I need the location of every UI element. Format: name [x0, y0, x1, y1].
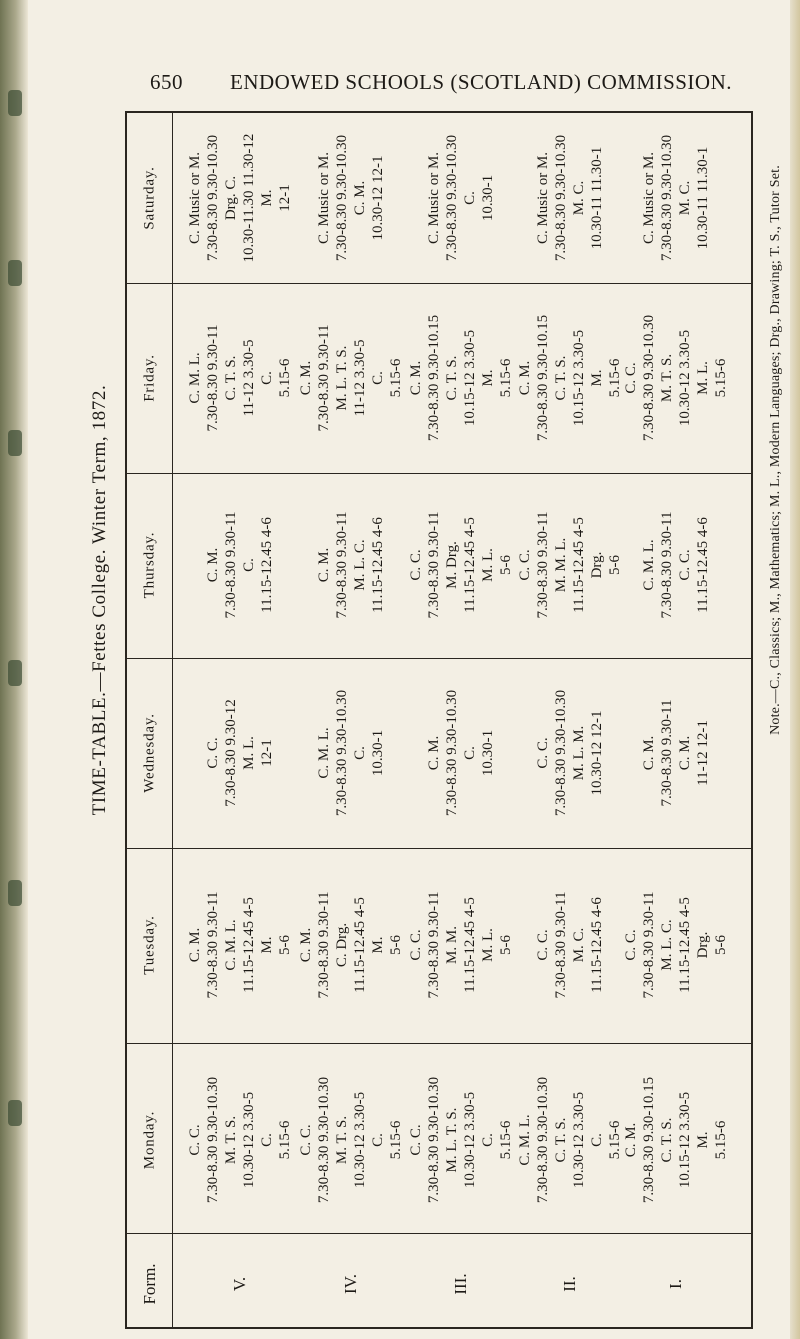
form-header-strip	[127, 1233, 751, 1327]
binding-stain	[8, 90, 22, 116]
binding-stain	[8, 430, 22, 456]
cell-text: C. C. 7.30-8.30 9.30-10.30 M. T. S. 10.30-12 3.30-5 M. L. 5.15-6	[623, 314, 729, 442]
cell-text: C. Music or M. 7.30-8.30 9.30-10.30 C. M. 10.30-12 12-1	[316, 134, 386, 262]
cell-text: C. C. 7.30-8.30 9.30-10.30 M. L. M. 10.30-12 12-1	[535, 689, 605, 817]
cell-text: C. Music or M. 7.30-8.30 9.30-10.30 C. 10.30-1	[426, 134, 496, 262]
cell-text: C. C. 7.30-8.30 9.30-12 M. L. 12-1	[205, 699, 275, 807]
binding-stain	[8, 660, 22, 686]
cell-text: C. M. 7.30-8.30 9.30-11 M. L. C. 11.15-12.45 4-6	[316, 511, 386, 619]
day-divider	[127, 473, 751, 474]
cell-text: C. M. L. 7.30-8.30 9.30-11 C. T. S. 11-12 3.30-5 C. 5.15-6	[187, 324, 293, 432]
day-divider	[127, 1043, 751, 1044]
cell-text: C. C. 7.30-8.30 9.30-11 M. Drg. 11.15-12.45 4-5 M. L. 5-6	[408, 511, 514, 619]
cell-text: C. M. 7.30-8.30 9.30-11 M. L. T. S. 11-12 3.30-5 C. 5.15-6	[298, 324, 404, 432]
cell-text: C. M. L. 7.30-8.30 9.30-10.30 C. T. S. 10.30-12 3.30-5 C. 5.15-6	[517, 1076, 623, 1204]
cell-text: C. M. 7.30-8.30 9.30-11 C. Drg. 11.15-12.45 4-5 M. 5-6	[298, 891, 404, 999]
timetable-title: TIME-TABLE.—Fettes College. Winter Term, 1872.	[89, 384, 110, 816]
cell-text: C. Music or M. 7.30-8.30 9.30-10.30 M. C. 10.30-11 11.30-1	[641, 134, 711, 262]
day-divider	[127, 283, 751, 284]
binding-stain	[8, 880, 22, 906]
cell-text: C. M. 7.30-8.30 9.30-11 C. M. L. 11.15-12.45 4-5 M. 5-6	[187, 891, 293, 999]
page-number: 650	[150, 70, 183, 94]
cell-text: C. C. 7.30-8.30 9.30-11 M. L. C. 11.15-12.45 4-5 Drg. 5-6	[623, 891, 729, 999]
cell-text: C. M. L. 7.30-8.30 9.30-11 C. C. 11.15-12.45 4-6	[641, 511, 711, 619]
note-text: Note.—C., Classics; M., Mathematics; M. L., Modern Languages; Drg., Drawing; T. S., Tutor Set.	[768, 165, 783, 735]
running-title: ENDOWED SCHOOLS (SCOTLAND) COMMISSION.	[230, 70, 733, 94]
cell-text: C. M. L. 7.30-8.30 9.30-10.30 C. 10.30-1	[316, 689, 386, 817]
cell-text: C. C. 7.30-8.30 9.30-11 M. M. L. 11.15-12.45 4-5 Drg. 5-6	[517, 511, 623, 619]
cell-text: C. C. 7.30-8.30 9.30-10.30 M. L. T. S. 10.30-12 3.30-5 C. 5.15-6	[408, 1076, 514, 1204]
timetable: Saturday. Friday. Thursday. Wednesday. Tuesday. Monday. Form. V. C. Music or M. 7.30-8.30 9.30-10.30 Drg. C. 10.30-11.30 11.30-12 M. 12-1 C. M. L. 7.30-8.30 9.30-11 C. T. S. 11-12 3.30-5 C. 5.15-6 C. M. 7.30-8.30 9.30-11 C. 11.15-12.45 4-6 C. C. 7.30-8.30 9.30-12 M. L. 12-1 C. M. 7.30-8.30 9.30-11 C. M. L. 11.15-12.45 4-5 M. 5-6 C. C. 7.30-8.30 9.30-10.30 M. T. S. 10.30-12 3.30-5 C. 5.15-6 IV. C. Music or M. 7.30-8.30 9.30-10.30 C. M. 10.30-12 12-1 C. M. 7.30-8.30 9.30-11 M. L. T. S. 11-12 3.30-5 C. 5.15-6 C. M. 7.30-8.30 9.30-11 M. L. C. 11.15-12.45 4-6 C. M. L. 7.30-8.30 9.30-10.30 C. 10.30-1 C. M. 7.30-8.30 9.30-11 C. Drg. 11.15-12.45 4-5 M. 5-6 C. C. 7.30-8.30 9.30-10.30 M. T. S. 10.30-12 3.30-5 C. 5.15-6 III. C. Music or M. 7.30-8.30 9.30-10.30 C. 10.30-1 C. M. 7.30-8.30 9.30-10.15 C. T. S. 10.15-12 3.30-5 M. 5.15-6 C. C. 7.30-8.30 9.30-11 M. Drg. 11.15-12.45 4-5 M. L. 5-6 C. M. 7.30-8.30 9.30-10.30 C. 10.30-1 C. C. 7.30-8.30 9.30-11 M. M. 11.15-12.45 4-5 M. L. 5-6 C. C. 7.30-8.30 9.30-10.30 M. L. T. S. 10.30-12 3.30-5 C. 5.15-6 II. C. Music or M. 7.30-8.30 9.30-10.30 M. C. 10.30-11 11.30-1 C. M. 7.30-8.30 9.30-10.15 C. T. S. 10.15-12 3.30-5 M. 5.15-6 C. C. 7.30-8.30 9.30-11 M. M. L. 11.15-12.45 4-5 Drg. 5-6 C. C. 7.30-8.30 9.30-10.30 M. L. M. 10.30-12 12-1 C. C. 7.30-8.30 9.30-11 M. C. 11.15-12.45 4-6 C. M. L. 7.30-8.30 9.30-10.30 C. T. S. 10.30-12 3.30-5 C. 5.15-6 I. C. Music or M. 7.30-8.30 9.30-10.30 M. C. 10.30-11 11.30-1 C. C. 7.30-8.30 9.30-10.30 M. T. S. 10.30-12 3.30-5 M. L. 5.15-6 C. M. L. 7.30-8.30 9.30-11 C. C. 11.15-12.45 4-6 C. M. 7.30-8.30 9.30-11 C. M. 11-12 12-1 C. C. 7.30-8.30 9.30-11 M. L. C. 11.15-12.45 4-5 Drg. 5-6 C. M. 7.30-8.30 9.30-10.15 C. T. S. 10.15-12 3.30-5 M. 5.15-6	[125, 111, 753, 1329]
cell-text: C. M. 7.30-8.30 9.30-10.30 C. 10.30-1	[426, 689, 496, 817]
cell-text: C. Music or M. 7.30-8.30 9.30-10.30 M. C. 10.30-11 11.30-1	[535, 134, 605, 262]
cell-text: C. C. 7.30-8.30 9.30-11 M. C. 11.15-12.45 4-6	[535, 891, 605, 999]
cell-text: C. Music or M. 7.30-8.30 9.30-10.30 Drg. C. 10.30-11.30 11.30-12 M. 12-1	[187, 133, 293, 263]
cell-text: C. M. 7.30-8.30 9.30-10.15 C. T. S. 10.15-12 3.30-5 M. 5.15-6	[408, 314, 514, 442]
binding-stain	[8, 1100, 22, 1126]
cell-text: C. C. 7.30-8.30 9.30-10.30 M. T. S. 10.30-12 3.30-5 C. 5.15-6	[298, 1076, 404, 1204]
page-edge	[790, 0, 800, 1339]
cell-text: C. C. 7.30-8.30 9.30-11 M. M. 11.15-12.45 4-5 M. L. 5-6	[408, 891, 514, 999]
cell-text: C. C. 7.30-8.30 9.30-10.30 M. T. S. 10.30-12 3.30-5 C. 5.15-6	[187, 1076, 293, 1204]
binding-stain	[8, 260, 22, 286]
cell-text: C. M. 7.30-8.30 9.30-11 C. 11.15-12.45 4-6	[205, 511, 275, 619]
page-header	[150, 70, 750, 100]
day-divider	[127, 848, 751, 849]
binding-edge	[0, 0, 28, 1339]
cell-text: C. M. 7.30-8.30 9.30-10.15 C. T. S. 10.15-12 3.30-5 M. 5.15-6	[623, 1076, 729, 1204]
cell-text: C. M. 7.30-8.30 9.30-11 C. M. 11-12 12-1	[641, 699, 711, 807]
day-divider	[127, 658, 751, 659]
cell-text: C. M. 7.30-8.30 9.30-10.15 C. T. S. 10.15-12 3.30-5 M. 5.15-6	[517, 314, 623, 442]
